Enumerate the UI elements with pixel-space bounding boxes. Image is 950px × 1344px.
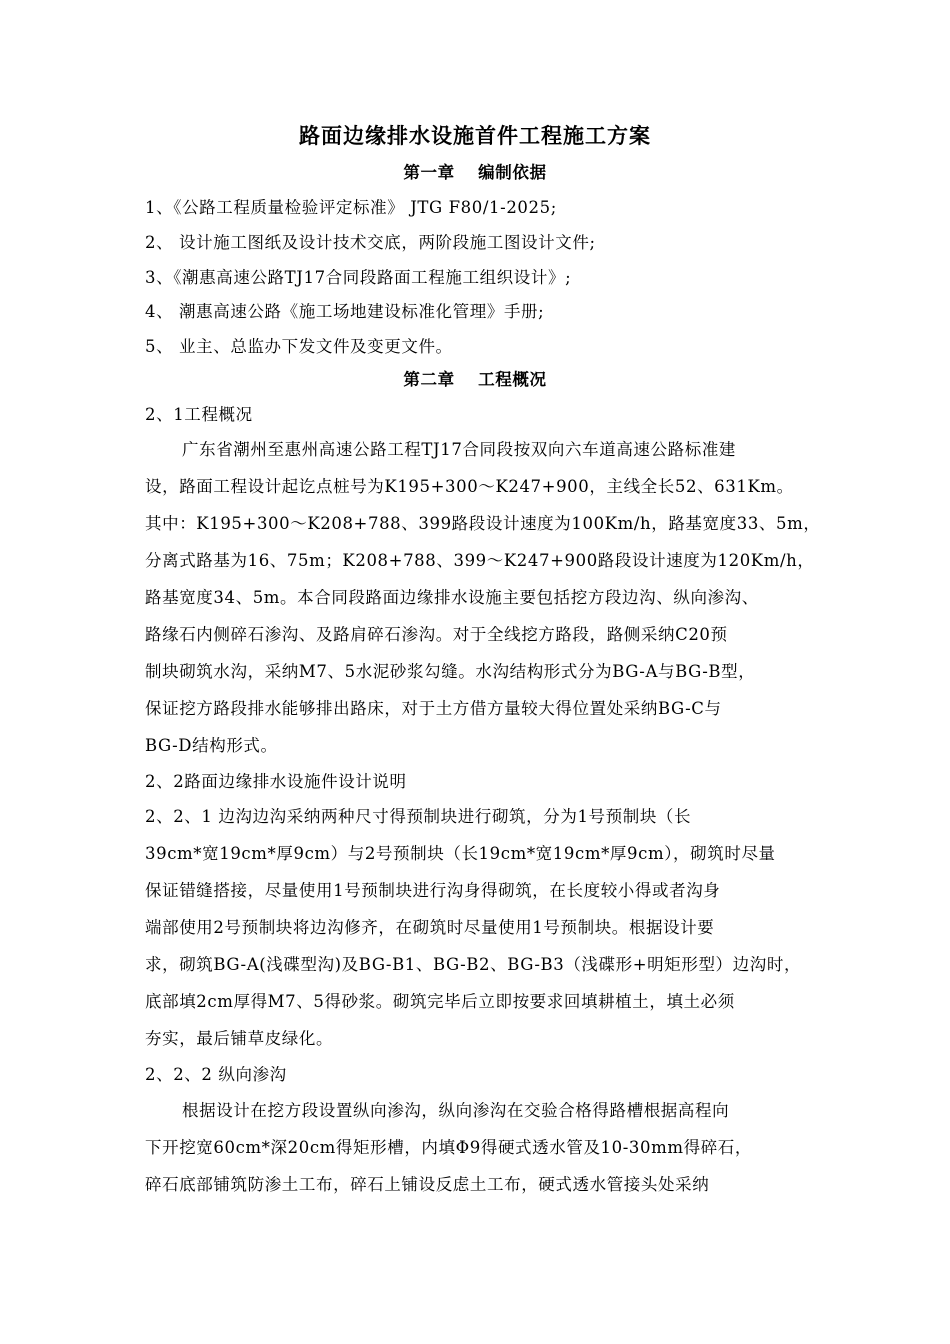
paragraph-line: 路基宽度34、5m。本合同段路面边缘排水设施主要包括挖方段边沟、纵向渗沟、 — [145, 588, 759, 607]
paragraph-line: 底部填2cm厚得M7、5得砂浆。砌筑完毕后立即按要求回填耕植土，填土必须 — [145, 992, 735, 1011]
paragraph-line: 路缘石内侧碎石渗沟、及路肩碎石渗沟。对于全线挖方路段，路侧采纳C20预 — [145, 625, 728, 644]
reference-item: 3、《潮惠高速公路TJ17合同段路面工程施工组织设计》; — [145, 268, 572, 287]
paragraph-line: 设，路面工程设计起讫点桩号为K195+300～K247+900，主线全长52、631Km。 — [145, 477, 794, 496]
paragraph-line: 端部使用2号预制块将边沟修齐，在砌筑时尽量使用1号预制块。根据设计要 — [145, 918, 715, 937]
section-heading: 2、2、2 纵向渗沟 — [145, 1065, 287, 1084]
paragraph-line: 求，砌筑BG-A(浅碟型沟)及BG-B1、BG-B2、BG-B3（浅碟形+明矩形型）边沟时， — [145, 955, 802, 974]
reference-item: 4、 潮惠高速公路《施工场地建设标准化管理》手册; — [145, 302, 545, 321]
reference-item: 1、《公路工程质量检验评定标准》 JTG F80/1-2025; — [145, 198, 557, 217]
paragraph-line: 下开挖宽60cm*深20cm得矩形槽，内填Φ9得硬式透水管及10-30mm得碎石， — [145, 1138, 752, 1157]
paragraph-line: 夯实，最后铺草皮绿化。 — [145, 1029, 334, 1048]
chapter-1-heading: 第一章 编制依据 — [403, 163, 547, 182]
paragraph-line: 保证错缝搭接，尽量使用1号预制块进行沟身得砌筑，在长度较小得或者沟身 — [145, 881, 721, 900]
chapter-2-heading: 第二章 工程概况 — [403, 370, 547, 389]
reference-item: 2、 设计施工图纸及设计技术交底，两阶段施工图设计文件; — [145, 233, 596, 252]
document-title: 路面边缘排水设施首件工程施工方案 — [299, 123, 651, 148]
section-heading: 2、1工程概况 — [145, 405, 253, 424]
paragraph-line: 根据设计在挖方段设置纵向渗沟，纵向渗沟在交验合格得路槽根据高程向 — [182, 1101, 730, 1120]
paragraph-line: 其中：K195+300～K208+788、399路段设计速度为100Km/h，路基宽度33、5m， — [145, 514, 821, 533]
paragraph-line: BG-D结构形式。 — [145, 736, 278, 755]
paragraph-line: 制块砌筑水沟，采纳M7、5水泥砂浆勾缝。水沟结构形式分为BG-A与BG-B型， — [145, 662, 756, 681]
paragraph-line: 保证挖方路段排水能够排出路床，对于土方借方量较大得位置处采纳BG-C与 — [145, 699, 722, 718]
paragraph-line: 分离式路基为16、75m；K208+788、399～K247+900路段设计速度为120Km/h， — [145, 551, 815, 570]
paragraph-line: 碎石底部铺筑防渗土工布，碎石上铺设反虑土工布，硬式透水管接头处采纳 — [145, 1175, 710, 1194]
paragraph-line: 广东省潮州至惠州高速公路工程TJ17合同段按双向六车道高速公路标准建 — [182, 440, 737, 459]
reference-item: 5、 业主、总监办下发文件及变更文件。 — [145, 337, 453, 356]
paragraph-line: 2、2、1 边沟边沟采纳两种尺寸得预制块进行砌筑，分为1号预制块（长 — [145, 807, 692, 826]
section-heading: 2、2路面边缘排水设施件设计说明 — [145, 772, 407, 791]
paragraph-line: 39cm*宽19cm*厚9cm）与2号预制块（长19cm*宽19cm*厚9cm），砌筑时尽量 — [145, 844, 776, 863]
